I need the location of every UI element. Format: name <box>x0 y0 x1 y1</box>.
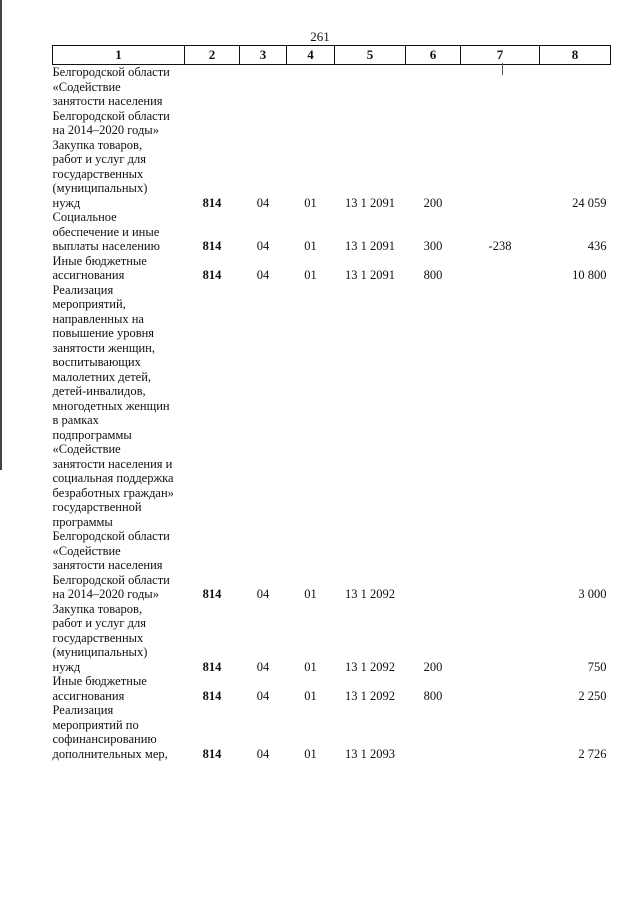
column-header: 5 <box>335 46 406 65</box>
admin-code-cell: 814 <box>202 746 222 761</box>
table-row <box>53 254 611 283</box>
item-name-line: в рамках <box>52 413 99 427</box>
table-body <box>53 65 611 762</box>
item-name-line: на 2014–2020 годы» <box>52 123 159 137</box>
table-header-row <box>53 46 611 65</box>
item-name-line: воспитывающих <box>52 355 141 369</box>
target-article-cell: 13 1 2091 <box>345 239 395 253</box>
target-article-cell: 13 1 2092 <box>345 587 395 601</box>
item-name-line: нужд <box>52 659 81 674</box>
item-name-cell <box>53 254 185 283</box>
section-cell: 04 <box>256 239 270 253</box>
section-cell: 04 <box>256 746 270 761</box>
section-cell: 04 <box>256 688 270 703</box>
item-name-line: мероприятий, <box>52 297 126 311</box>
change-amount-cell <box>461 703 540 761</box>
target-article-cell: 13 1 2092 <box>345 688 395 703</box>
item-name-line: ассигнования <box>52 268 125 282</box>
amount-cell: 10 800 <box>572 268 607 282</box>
amount-cell: 750 <box>587 659 607 674</box>
item-name-line: Белгородской области <box>52 572 170 587</box>
item-name-line: занятости населения <box>52 94 163 108</box>
item-name-cell <box>53 674 185 703</box>
admin-code-cell: 814 <box>202 659 222 674</box>
column-header: 3 <box>240 46 287 65</box>
change-amount-cell <box>461 254 540 283</box>
admin-code-cell: 814 <box>202 239 222 253</box>
amount-cell: 436 <box>587 239 607 253</box>
table-row <box>53 703 611 761</box>
table-row <box>53 602 611 675</box>
change-amount-cell <box>461 65 540 138</box>
item-name-line: государственной <box>52 500 142 514</box>
admin-code-cell: 814 <box>202 268 222 282</box>
item-name-line: Иные бюджетные <box>52 253 147 268</box>
subsection-cell: 01 <box>304 688 317 703</box>
item-name-cell <box>53 283 185 602</box>
item-name-line: выплаты населению <box>52 239 160 253</box>
item-name-line: безработных граждан» <box>52 485 174 500</box>
item-name-line: нужд <box>52 195 81 210</box>
item-name-line: ассигнования <box>52 688 125 703</box>
item-name-line: Иные бюджетные <box>52 674 147 688</box>
subsection-cell: 01 <box>304 239 317 253</box>
item-name-line: государственных <box>52 166 144 181</box>
item-name-line: Белгородской области <box>52 529 170 543</box>
section-cell: 04 <box>256 587 270 601</box>
target-article-cell <box>335 65 406 138</box>
expense-type-cell: 800 <box>423 688 443 703</box>
change-amount-cell <box>461 674 540 703</box>
expense-type-cell <box>406 283 461 602</box>
item-name-line: Реализация <box>52 282 114 297</box>
item-name-line: направленных на <box>52 311 144 326</box>
subsection-cell: 01 <box>304 659 317 674</box>
item-name-line: многодетных женщин <box>52 398 170 413</box>
section-cell: 04 <box>256 659 270 674</box>
section-cell: 04 <box>256 268 270 282</box>
item-name-line: «Содействие <box>52 442 121 456</box>
column-header: 8 <box>540 46 611 65</box>
item-name-line: занятости населения <box>52 558 163 572</box>
scan-margin-line <box>0 0 2 470</box>
amount-cell: 2 726 <box>578 746 607 761</box>
expense-type-cell: 300 <box>423 239 443 253</box>
item-name-cell <box>53 703 185 761</box>
admin-code-cell: 814 <box>202 587 222 601</box>
item-name-line: обеспечение и иные <box>52 224 160 239</box>
subsection-cell: 01 <box>304 746 317 761</box>
table-row <box>53 283 611 602</box>
change-amount-cell: -238 <box>488 239 512 253</box>
item-name-line: Социальное <box>52 210 117 224</box>
expense-type-cell: 200 <box>423 195 443 210</box>
amount-cell: 3 000 <box>578 587 607 601</box>
target-article-cell: 13 1 2093 <box>345 746 395 761</box>
item-name-line: Реализация <box>52 703 114 717</box>
item-name-line: (муниципальных) <box>52 645 148 659</box>
item-name-line: повышение уровня <box>52 326 155 340</box>
table-row <box>53 138 611 211</box>
column-header: 2 <box>185 46 240 65</box>
item-name-line: софинансированию <box>52 732 157 746</box>
target-article-cell: 13 1 2092 <box>345 659 395 674</box>
table-row <box>53 210 611 254</box>
section-cell: 04 <box>256 195 270 210</box>
item-name-line: занятости населения и <box>52 456 173 471</box>
subsection-cell: 01 <box>304 268 317 282</box>
item-name-cell <box>53 602 185 675</box>
section-cell <box>240 65 287 138</box>
column-header: 4 <box>287 46 335 65</box>
amount-cell: 24 059 <box>572 195 607 210</box>
item-name-line: Закупка товаров, <box>52 137 143 152</box>
item-name-line: детей-инвалидов, <box>52 384 146 398</box>
item-name-line: Белгородской области <box>52 65 170 79</box>
subsection-cell: 01 <box>304 195 317 210</box>
item-name-line: работ и услуг для <box>52 616 147 630</box>
subsection-cell: 01 <box>304 587 317 601</box>
expense-type-cell <box>406 703 461 761</box>
item-name-line: государственных <box>52 630 144 645</box>
subsection-cell <box>287 65 335 138</box>
column-header: 1 <box>53 46 185 65</box>
column-header: 7 <box>461 46 540 65</box>
item-name-line: подпрограммы <box>52 427 132 442</box>
table-row <box>53 65 611 138</box>
admin-code-cell: 814 <box>202 688 222 703</box>
admin-code-cell <box>185 65 240 138</box>
expense-type-cell: 800 <box>423 268 443 282</box>
table-row <box>53 674 611 703</box>
amount-cell: 2 250 <box>578 688 607 703</box>
item-name-line: мероприятий по <box>52 717 139 732</box>
amount-cell <box>540 65 611 138</box>
column-header: 6 <box>406 46 461 65</box>
item-name-cell <box>53 65 185 138</box>
change-amount-cell <box>461 283 540 602</box>
item-name-line: (муниципальных) <box>52 181 148 195</box>
item-name-line: малолетних детей, <box>52 369 152 384</box>
item-name-line: на 2014–2020 годы» <box>52 587 159 601</box>
admin-code-cell: 814 <box>202 195 222 210</box>
item-name-line: Белгородской области <box>52 108 170 123</box>
budget-table <box>52 45 611 761</box>
column-divider <box>502 63 503 75</box>
item-name-line: дополнительных мер, <box>52 746 168 761</box>
change-amount-cell <box>461 602 540 675</box>
target-article-cell: 13 1 2091 <box>345 268 395 282</box>
target-article-cell: 13 1 2091 <box>345 195 395 210</box>
expense-type-cell: 200 <box>423 659 443 674</box>
item-name-line: «Содействие <box>52 79 121 94</box>
item-name-cell <box>53 138 185 211</box>
item-name-line: «Содействие <box>52 543 121 558</box>
expense-type-cell <box>406 65 461 138</box>
item-name-line: занятости женщин, <box>52 340 155 355</box>
item-name-line: Закупка товаров, <box>52 601 143 616</box>
item-name-line: программы <box>52 514 113 529</box>
item-name-line: социальная поддержка <box>52 471 174 485</box>
change-amount-cell <box>461 138 540 211</box>
item-name-line: работ и услуг для <box>52 152 147 166</box>
item-name-cell <box>53 210 185 254</box>
page-number: 261 <box>310 29 330 44</box>
